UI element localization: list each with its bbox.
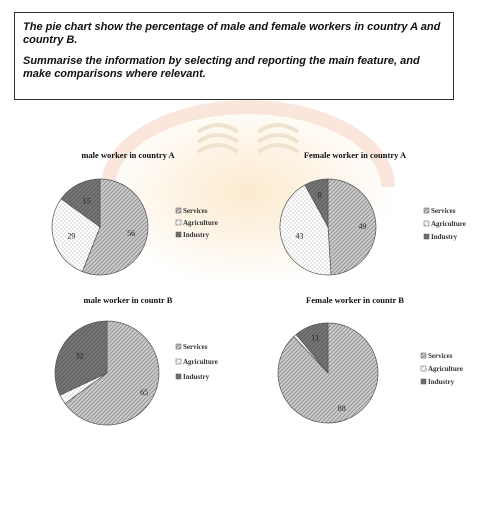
legend-swatch-services [176, 344, 181, 349]
legend-label-services: Services [431, 207, 456, 215]
chart-title: Female worker in countr B [306, 295, 404, 305]
slice-value-label-industry: 8 [317, 190, 322, 200]
legend-swatch-services [176, 208, 181, 213]
legend-label-services: Services [183, 343, 208, 351]
slice-value-label-agriculture: 29 [67, 231, 76, 241]
pie-slice-services [328, 179, 376, 275]
chart-title: male worker in country A [81, 150, 175, 160]
legend-label-industry: Industry [183, 231, 210, 239]
legend-swatch-agriculture [176, 359, 181, 364]
pie-chart-female-country-a [280, 150, 466, 275]
legend-label-services: Services [428, 352, 453, 360]
slice-value-label-industry: 32 [75, 351, 84, 361]
chart-title: Female worker in country A [303, 150, 407, 160]
pie-chart-female-country-b [278, 295, 463, 423]
slice-value-label-services: 65 [140, 387, 149, 397]
legend-swatch-industry [176, 374, 181, 379]
pie-chart-male-country-b [55, 295, 218, 425]
task-description: The pie chart show the percentage of male and female workers in country A and country B. [23, 21, 441, 46]
legend-label-agriculture: Agriculture [431, 220, 466, 228]
legend-label-industry: Industry [431, 233, 458, 241]
legend-swatch-services [424, 208, 429, 213]
legend-swatch-agriculture [424, 221, 429, 226]
pie-chart-male-country-a [52, 150, 218, 275]
task-instruction: Summarise the information by selecting and reporting the main feature, and make comparisons where relevant. [23, 55, 420, 80]
legend-swatch-industry [424, 234, 429, 239]
legend-label-industry: Industry [183, 373, 210, 381]
slice-value-label-services: 49 [358, 221, 367, 231]
legend-swatch-services [421, 353, 426, 358]
legend-label-industry: Industry [428, 378, 455, 386]
legend-label-agriculture: Agriculture [183, 219, 218, 227]
legend-label-agriculture: Agriculture [428, 365, 463, 373]
legend-swatch-industry [176, 232, 181, 237]
legend-label-agriculture: Agriculture [183, 358, 218, 366]
chart-title: male worker in countr B [83, 295, 173, 305]
legend-label-services: Services [183, 207, 208, 215]
slice-value-label-services: 88 [337, 403, 346, 413]
legend-swatch-agriculture [421, 366, 426, 371]
slice-value-label-industry: 15 [82, 196, 91, 206]
legend-swatch-industry [421, 379, 426, 384]
slice-value-label-agriculture: 43 [295, 231, 304, 241]
legend-swatch-agriculture [176, 220, 181, 225]
slice-value-label-services: 56 [127, 228, 136, 238]
slice-value-label-industry: 11 [311, 333, 320, 343]
